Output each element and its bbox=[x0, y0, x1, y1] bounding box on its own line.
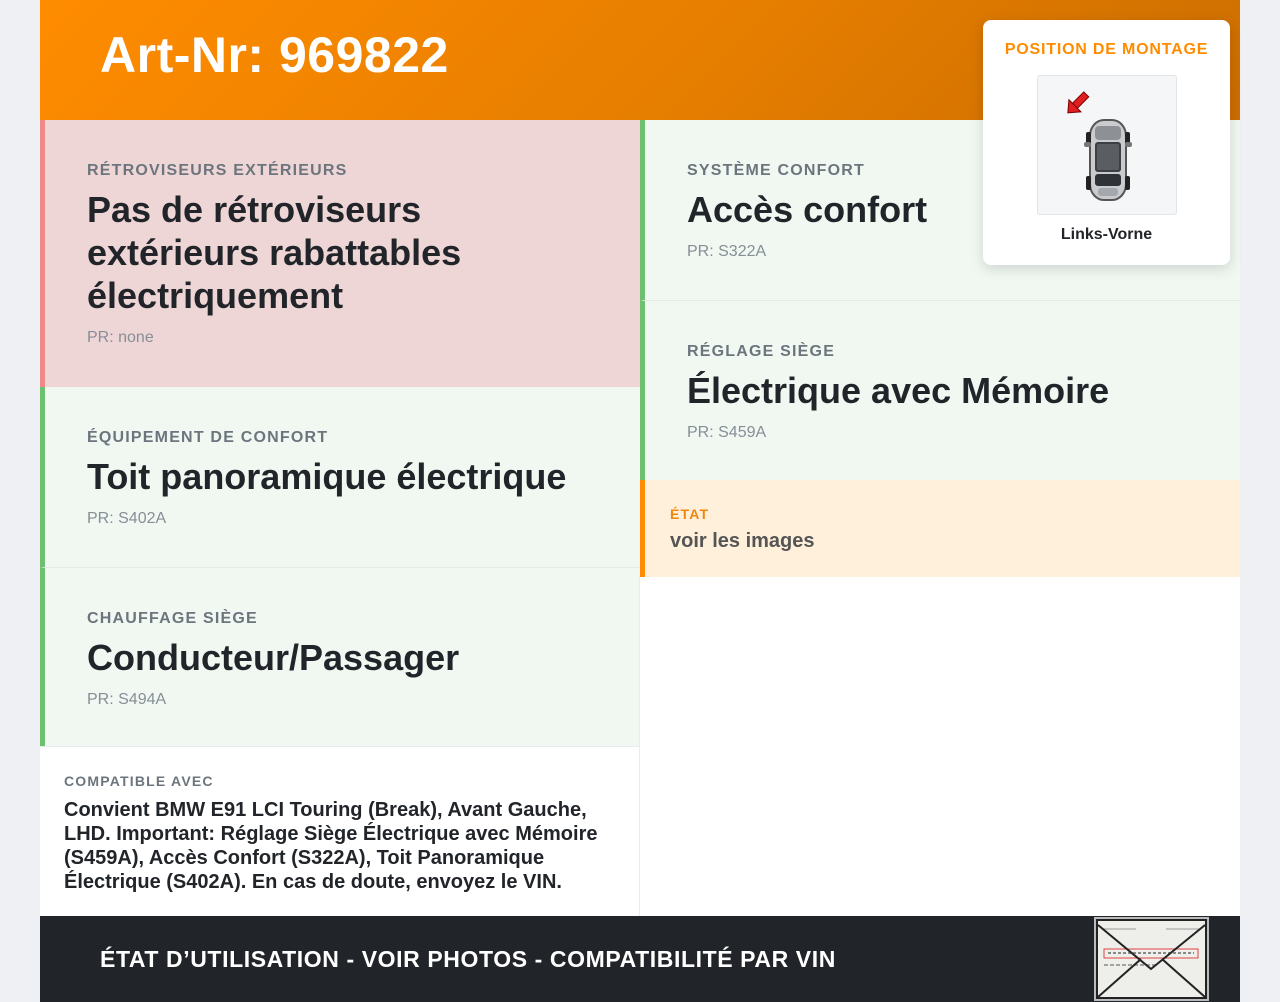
compatibility-text: Convient BMW E91 LCI Touring (Break), Avant Gauche, LHD. Important: Réglage Siège Électrique avec Mémoire (S459A), Accès Confort (S322A), Toit Panoramique Électrique (S402A). En cas de doute, envoyez le VIN. bbox=[64, 799, 598, 893]
feature-label: RÉGLAGE SIÈGE bbox=[687, 343, 836, 360]
feature-value: Accès confort bbox=[687, 189, 928, 230]
vehicle-document-icon bbox=[1094, 917, 1209, 1001]
compatibility-section bbox=[40, 746, 640, 916]
feature-value: Pas de rétroviseurs extérieurs rabattables électriquement bbox=[87, 189, 462, 316]
feature-pr-code: PR: none bbox=[87, 329, 154, 346]
feature-value: Électrique avec Mémoire bbox=[687, 370, 1110, 411]
feature-card-mirrors bbox=[40, 120, 640, 387]
feature-pr-code: PR: S494A bbox=[87, 691, 167, 708]
feature-pr-code: PR: S402A bbox=[87, 510, 167, 527]
compatibility-label: COMPATIBLE AVEC bbox=[64, 773, 214, 789]
footer-bar bbox=[40, 916, 1240, 1002]
feature-label: ÉQUIPEMENT DE CONFORT bbox=[87, 429, 329, 446]
column-divider bbox=[639, 576, 640, 916]
state-value: voir les images bbox=[670, 530, 815, 552]
mounting-position-caption: Links-Vorne bbox=[1060, 226, 1153, 243]
state-card bbox=[640, 480, 1240, 577]
article-number-title: Art-Nr: 969822 bbox=[100, 27, 449, 83]
feature-card-comfort-equipment bbox=[40, 387, 640, 567]
state-label: ÉTAT bbox=[670, 506, 710, 522]
feature-pr-code: PR: S322A bbox=[687, 243, 767, 260]
feature-card-seat-adjustment bbox=[640, 300, 1240, 480]
car-top-view-icon bbox=[1037, 75, 1177, 215]
feature-label: SYSTÈME CONFORT bbox=[687, 162, 866, 179]
feature-pr-code: PR: S459A bbox=[687, 424, 767, 441]
feature-label: CHAUFFAGE SIÈGE bbox=[87, 610, 258, 627]
product-sheet bbox=[40, 0, 1240, 1002]
feature-card-seat-heating bbox=[40, 567, 640, 747]
feature-value: Toit panoramique électrique bbox=[87, 456, 567, 497]
feature-value: Conducteur/Passager bbox=[87, 637, 460, 678]
mounting-position-box bbox=[983, 20, 1230, 265]
mounting-position-title: POSITION DE MONTAGE bbox=[1004, 41, 1209, 58]
footer-text: ÉTAT D’UTILISATION - VOIR PHOTOS - COMPATIBILITÉ PAR VIN bbox=[100, 946, 836, 972]
feature-label: RÉTROVISEURS EXTÉRIEURS bbox=[87, 162, 348, 179]
